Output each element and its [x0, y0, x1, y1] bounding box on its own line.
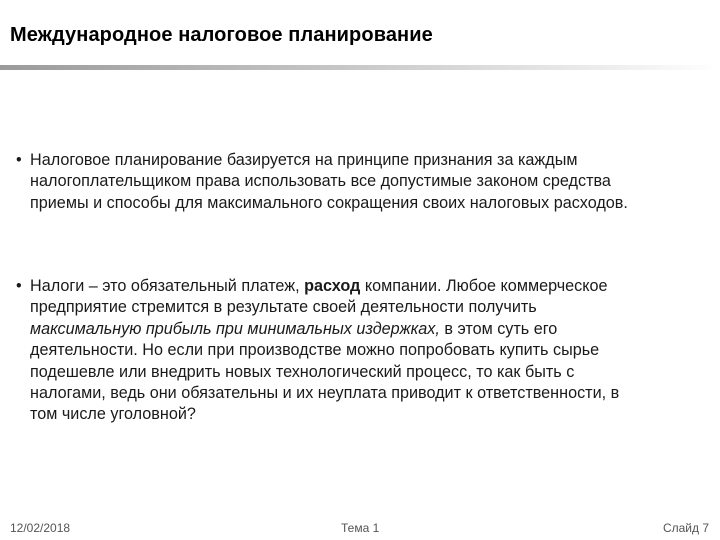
bullet-dot-icon: •: [16, 151, 22, 169]
bullet-text-line: Налоговое планирование базируется на принципе признания за каждым: [30, 151, 578, 169]
bullet-text-line: подешевле или внедрить новых технологический процесс, то как быть с: [30, 362, 575, 381]
emphasis-max-profit: максимальную прибыль при минимальных издержках,: [30, 319, 440, 338]
text-segment: Налоги – это обязательный платеж,: [30, 277, 305, 295]
text-segment: компании. Любое коммерческое: [360, 277, 608, 295]
bullet-text-line: налогами, ведь они обязательны и их неуплата приводит к ответственности, в: [30, 384, 620, 403]
footer-slide-number: Слайд 7: [662, 521, 709, 535]
bullet-text-line: [16, 319, 706, 340]
bullet-text-line: деятельности. Но если при производстве можно попробовать купить сырье: [30, 341, 600, 360]
bullet-text-line: приемы и способы для максимального сокращения своих налоговых расходов.: [30, 193, 628, 212]
bullet-point: [16, 150, 706, 214]
bullet-point: [16, 276, 706, 426]
bullet-text-line: налогоплательщиком права использовать все допустимые законом средства: [30, 172, 611, 191]
bullet-text-line: предприятие стремится в результате своей деятельности получить: [30, 298, 537, 317]
title-divider: [0, 65, 720, 70]
footer-date: 12/02/2018: [10, 521, 71, 535]
footer-topic: Тема 1: [341, 521, 380, 535]
bullet-dot-icon: •: [16, 277, 22, 295]
bullet-text-line: том числе уголовной?: [30, 405, 196, 424]
emphasis-expense: расход: [304, 277, 361, 295]
slide-title: Международное налоговое планирование: [10, 24, 433, 46]
bullet-text-line: [16, 276, 706, 297]
text-segment: в этом суть его: [439, 319, 558, 338]
